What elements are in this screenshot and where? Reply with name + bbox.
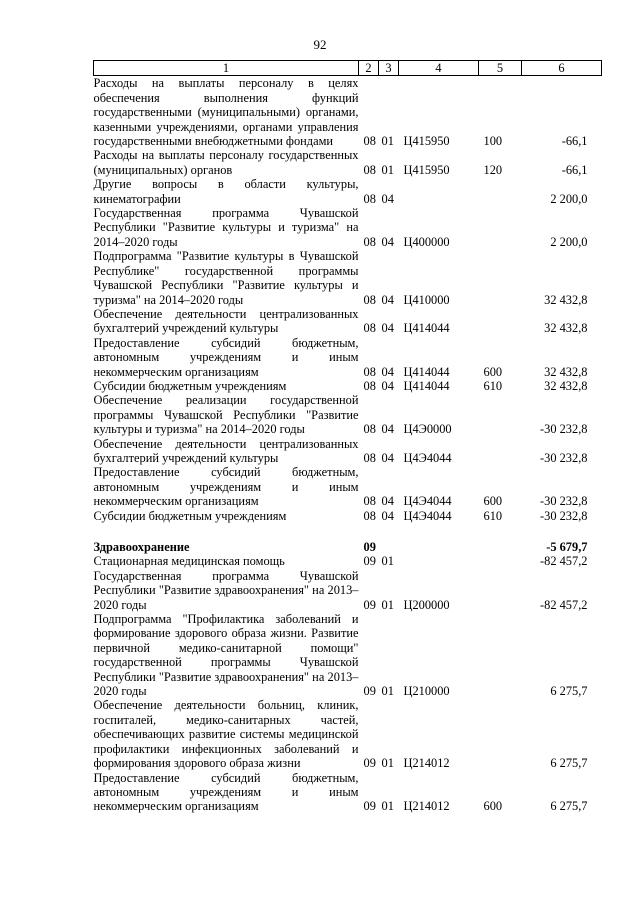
row-amount: 2 200,0 <box>550 191 588 206</box>
row-subsection-code: 04 <box>381 191 394 206</box>
row-target-code: Ц414044 <box>403 364 450 379</box>
row-section-code: 09 <box>363 684 376 699</box>
table-row <box>94 249 602 307</box>
row-subsection-code: 04 <box>381 234 394 249</box>
row-target-code: Ц214012 <box>403 756 450 771</box>
row-subsection-code: 04 <box>381 450 394 465</box>
row-target-code: Ц210000 <box>403 684 450 699</box>
row-expense-type-code <box>479 569 522 612</box>
row-description: Субсидии бюджетным учреждениям <box>93 508 287 523</box>
row-target-code: Ц200000 <box>403 597 450 612</box>
row-section-code: 08 <box>363 422 376 437</box>
row-expense-type-code <box>479 540 522 554</box>
row-amount: 32 432,8 <box>544 292 588 307</box>
row-target-code: Ц414044 <box>403 321 450 336</box>
row-amount: 6 275,7 <box>550 756 588 771</box>
table-row <box>94 336 602 379</box>
row-subsection-code: 01 <box>381 597 394 612</box>
row-target-code <box>399 554 479 568</box>
row-subsection-code <box>379 540 399 554</box>
row-section-code: 08 <box>363 378 376 393</box>
row-expense-type-code <box>479 206 522 249</box>
row-subsection-code: 01 <box>381 799 394 814</box>
row-amount: -66,1 <box>561 162 588 177</box>
table-row <box>94 76 602 149</box>
row-subsection-code: 04 <box>381 321 394 336</box>
column-header-2: 2 <box>359 61 379 76</box>
row-target-code: Ц4Э4044 <box>403 508 452 523</box>
row-expense-type-code <box>479 698 522 770</box>
row-amount: -82 457,2 <box>540 597 588 612</box>
row-amount: -5 679,7 <box>546 540 588 554</box>
row-target-code <box>399 177 479 206</box>
row-expense-type-code: 120 <box>483 162 503 177</box>
row-section-code: 09 <box>363 554 376 569</box>
row-expense-type-code: 610 <box>483 378 503 393</box>
row-section-code: 08 <box>363 321 376 336</box>
row-expense-type-code <box>479 393 522 436</box>
row-description: Обеспечение деятельности централизованных бухгалтерий учреждений культуры <box>93 306 359 336</box>
row-section-code: 08 <box>363 508 376 523</box>
row-expense-type-code: 100 <box>483 134 503 149</box>
row-description: Государственная программа Чувашской Республики "Развитие культуры и туризма" на 2014–2020 годы <box>93 206 359 249</box>
column-header-5: 5 <box>479 61 522 76</box>
row-subsection-code: 04 <box>381 292 394 307</box>
row-description: Обеспечение реализации государственной программы Чувашской Республики "Развитие культуры и туризма" на 2014–2020 годы <box>93 393 359 437</box>
row-section-code: 08 <box>363 292 376 307</box>
row-subsection-code: 04 <box>381 508 394 523</box>
budget-table <box>93 60 602 814</box>
table-row <box>94 771 602 814</box>
row-amount: 2 200,0 <box>550 234 588 249</box>
row-subsection-code: 04 <box>381 494 394 509</box>
row-amount: 6 275,7 <box>550 684 588 699</box>
row-description: Стационарная медицинская помощь <box>93 554 285 569</box>
row-subsection-code: 01 <box>381 134 394 149</box>
row-section-code: 09 <box>363 799 376 814</box>
table-row <box>94 177 602 206</box>
row-description: Расходы на выплаты персоналу в целях обеспечения выполнения функций государственными (муниципальными) органами, казенными учреждениями, органами управления государственными внебюджетными фондами <box>93 76 359 149</box>
row-expense-type-code: 600 <box>483 364 503 379</box>
table-row <box>94 206 602 249</box>
table-row <box>94 698 602 770</box>
table-header-row <box>94 61 602 76</box>
spacer-cell <box>94 523 602 540</box>
row-target-code: Ц410000 <box>403 292 450 307</box>
column-header-3: 3 <box>379 61 399 76</box>
row-expense-type-code <box>479 177 522 206</box>
row-description: Обеспечение деятельности больниц, клиник, госпиталей, медико-санитарных частей, обеспечивающих развитие системы медицинской профилактики инфекционных заболеваний и формирования здорового образа жизни <box>93 698 359 771</box>
row-subsection-code: 04 <box>381 364 394 379</box>
row-description: Подпрограмма "Профилактика заболеваний и формирование здорового образа жизни. Развитие первичной медико-санитарной помощи" государственной программы Чувашской Республики "Развитие здравоохранения" на 2013–2020 годы <box>93 612 359 699</box>
row-section-code: 08 <box>363 162 376 177</box>
row-section-code: 09 <box>363 756 376 771</box>
row-expense-type-code <box>479 249 522 307</box>
row-expense-type-code: 610 <box>483 508 503 523</box>
table-row <box>94 465 602 508</box>
table-row <box>94 437 602 466</box>
row-target-code: Ц4Э4044 <box>403 450 452 465</box>
table-row <box>94 148 602 177</box>
row-description: Государственная программа Чувашской Республики "Развитие здравоохранения" на 2013–2020 годы <box>93 568 359 612</box>
row-description: Предоставление субсидий бюджетным, автономным учреждениям и иным некоммерческим организациям <box>93 770 359 814</box>
row-section-code: 08 <box>363 364 376 379</box>
row-expense-type-code <box>479 612 522 698</box>
row-amount: 6 275,7 <box>550 799 588 814</box>
table-row <box>94 554 602 568</box>
table-row <box>94 612 602 698</box>
row-target-code <box>399 540 479 554</box>
row-expense-type-code <box>479 554 522 568</box>
row-amount: -66,1 <box>561 134 588 149</box>
row-description: Предоставление субсидий бюджетным, автономным учреждениям и иным некоммерческим организациям <box>93 335 359 379</box>
row-target-code: Ц4Э4044 <box>403 494 452 509</box>
row-subsection-code: 01 <box>381 162 394 177</box>
column-header-4: 4 <box>399 61 479 76</box>
row-section-code: 09 <box>363 540 376 554</box>
row-description: Субсидии бюджетным учреждениям <box>93 378 287 393</box>
table-row <box>94 307 602 336</box>
column-header-1: 1 <box>94 61 359 76</box>
row-section-code: 08 <box>363 134 376 149</box>
row-expense-type-code: 600 <box>483 494 503 509</box>
row-subsection-code: 01 <box>381 684 394 699</box>
row-description: Обеспечение деятельности централизованных бухгалтерий учреждений культуры <box>93 436 359 465</box>
row-description: Расходы на выплаты персоналу государственных (муниципальных) органов <box>93 148 359 177</box>
row-description: Другие вопросы в области культуры, кинематографии <box>93 177 359 206</box>
table-row <box>94 379 602 393</box>
table-row <box>94 509 602 523</box>
row-description: Предоставление субсидий бюджетным, автономным учреждениям и иным некоммерческим организациям <box>93 465 359 509</box>
row-subsection-code: 04 <box>381 378 394 393</box>
row-subsection-code: 01 <box>381 756 394 771</box>
row-amount: -30 232,8 <box>540 508 588 523</box>
row-target-code: Ц415950 <box>403 134 450 149</box>
row-amount: 32 432,8 <box>544 378 588 393</box>
column-header-6: 6 <box>522 61 602 76</box>
row-subsection-code: 04 <box>381 422 394 437</box>
row-section-code: 08 <box>363 191 376 206</box>
page-number: 92 <box>313 37 327 52</box>
row-expense-type-code: 600 <box>483 799 503 814</box>
row-target-code: Ц4Э0000 <box>403 422 452 437</box>
table-spacer-row <box>94 523 602 540</box>
row-amount: -30 232,8 <box>540 494 588 509</box>
row-description: Подпрограмма "Развитие культуры в Чувашской Республике" государственной программы Чувашской Республики "Развитие культуры и туризма" на 2014–2020 годы <box>93 249 359 307</box>
row-amount: -30 232,8 <box>540 450 588 465</box>
row-subsection-code: 01 <box>381 554 394 569</box>
table-row <box>94 569 602 612</box>
row-target-code: Ц414044 <box>403 378 450 393</box>
table-row <box>94 393 602 436</box>
row-section-code: 08 <box>363 494 376 509</box>
row-section-code: 08 <box>363 450 376 465</box>
row-expense-type-code <box>479 307 522 336</box>
row-target-code: Ц400000 <box>403 234 450 249</box>
row-amount: 32 432,8 <box>544 364 588 379</box>
table-body <box>94 76 602 814</box>
table-row <box>94 540 602 554</box>
row-expense-type-code <box>479 437 522 466</box>
row-target-code: Ц214012 <box>403 799 450 814</box>
row-target-code: Ц415950 <box>403 162 450 177</box>
row-section-code: 09 <box>363 597 376 612</box>
row-amount: -30 232,8 <box>540 422 588 437</box>
row-description: Здравоохранение <box>93 540 190 554</box>
row-amount: 32 432,8 <box>544 321 588 336</box>
row-section-code: 08 <box>363 234 376 249</box>
row-amount: -82 457,2 <box>540 554 588 569</box>
